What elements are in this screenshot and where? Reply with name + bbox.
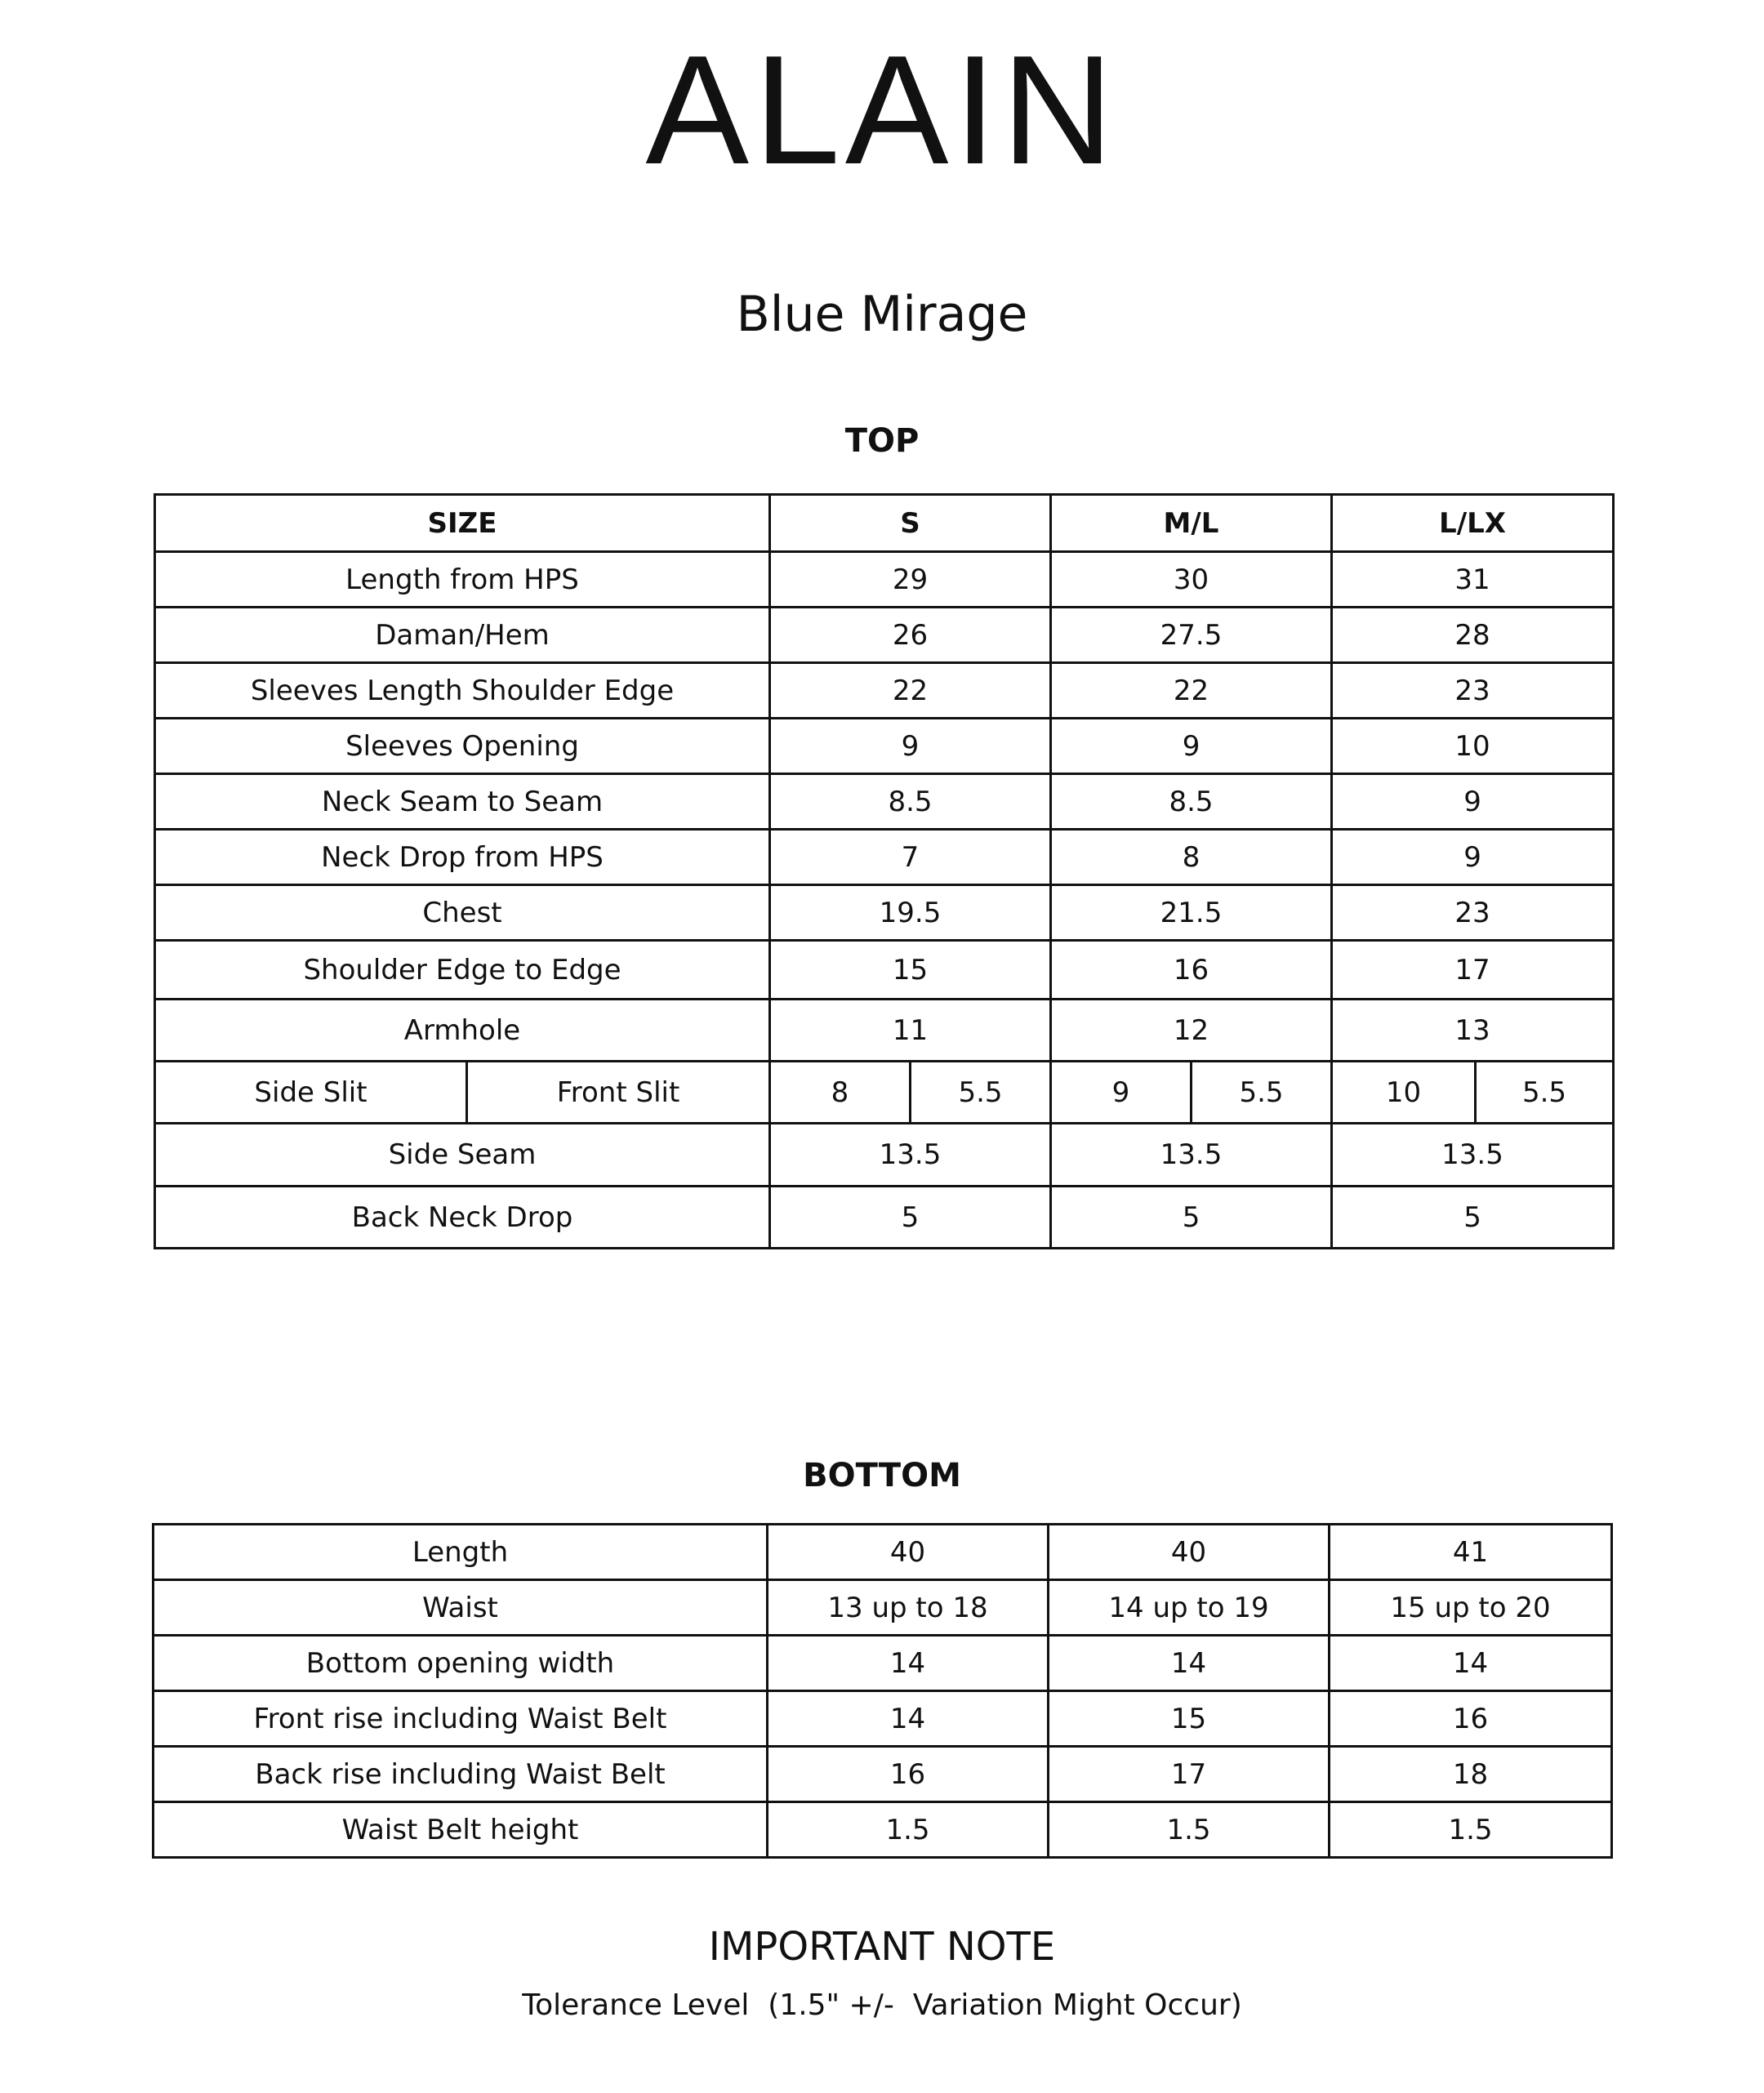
value-cell: 17 [1332,941,1614,1000]
value-cell: 1.5 [1049,1802,1330,1858]
value-cell: 9 [770,719,1051,774]
measurement-label: Waist Belt height [154,1802,768,1858]
measurement-label: Daman/Hem [155,608,770,663]
value-cell: 18 [1330,1747,1612,1802]
value-cell: 21.5 [1051,885,1332,941]
value-cell: 1.5 [1330,1802,1612,1858]
table-row [155,719,1614,774]
front-slit-label: Front Slit [467,1062,770,1124]
bottom-section-title: BOTTOM [803,1457,961,1494]
value-cell: 14 up to 19 [1049,1580,1330,1636]
value-cell: 8.5 [1051,774,1332,830]
value-cell: 23 [1332,885,1614,941]
table-row [154,1747,1612,1802]
measurement-label: Back Neck Drop [155,1187,770,1249]
value-cell: 14 [1330,1636,1612,1691]
measurement-label: Length from HPS [155,552,770,608]
value-cell: 14 [1049,1636,1330,1691]
value-cell: 31 [1332,552,1614,608]
side-slit-label: Side Slit [155,1062,467,1124]
value-cell: 40 [1049,1525,1330,1580]
value-cell: 26 [770,608,1051,663]
value-cell: 12 [1051,1000,1332,1062]
value-cell: 5 [1332,1187,1614,1249]
value-cell: 22 [1051,663,1332,719]
measurement-label: Sleeves Opening [155,719,770,774]
top-header-row [155,495,1614,552]
front-slit-value: 5.5 [1192,1062,1332,1124]
value-cell: 9 [1332,774,1614,830]
table-row [155,1000,1614,1062]
table-row [154,1636,1612,1691]
value-cell: 13.5 [1051,1124,1332,1187]
measurement-label: Neck Seam to Seam [155,774,770,830]
measurement-label: Armhole [155,1000,770,1062]
top-size-table [154,493,1615,1249]
value-cell: 28 [1332,608,1614,663]
table-row [155,663,1614,719]
value-cell: 13 [1332,1000,1614,1062]
product-name: Blue Mirage [736,286,1028,343]
table-row [154,1691,1612,1747]
value-cell: 1.5 [768,1802,1049,1858]
value-cell: 10 [1332,719,1614,774]
side-slit-value: 10 [1332,1062,1476,1124]
value-cell: 17 [1049,1747,1330,1802]
value-cell: 5 [1051,1187,1332,1249]
value-cell: 13.5 [770,1124,1051,1187]
value-cell: 9 [1332,830,1614,885]
size-ml-header: M/L [1051,495,1332,552]
value-cell: 13.5 [1332,1124,1614,1187]
size-header-cell: SIZE [155,495,770,552]
table-row [155,552,1614,608]
value-cell: 8 [1051,830,1332,885]
measurement-label: Shoulder Edge to Edge [155,941,770,1000]
measurement-label: Sleeves Length Shoulder Edge [155,663,770,719]
measurement-label: Neck Drop from HPS [155,830,770,885]
value-cell: 9 [1051,719,1332,774]
measurement-label: Bottom opening width [154,1636,768,1691]
side-slit-value: 9 [1051,1062,1192,1124]
value-cell: 41 [1330,1525,1612,1580]
important-note-title: IMPORTANT NOTE [708,1924,1056,1970]
value-cell: 15 [1049,1691,1330,1747]
measurement-label: Front rise including Waist Belt [154,1691,768,1747]
size-s-header: S [770,495,1051,552]
table-row [155,1187,1614,1249]
table-row [155,608,1614,663]
value-cell: 14 [768,1636,1049,1691]
value-cell: 8.5 [770,774,1051,830]
brand-logo: ALAIN [645,24,1119,197]
measurement-label: Back rise including Waist Belt [154,1747,768,1802]
table-row [155,885,1614,941]
tolerance-note: Tolerance Level (1.5" +/- Variation Might Occur) [522,1988,1242,2022]
table-row [154,1802,1612,1858]
measurement-label: Waist [154,1580,768,1636]
table-row [155,774,1614,830]
value-cell: 30 [1051,552,1332,608]
value-cell: 40 [768,1525,1049,1580]
value-cell: 14 [768,1691,1049,1747]
value-cell: 16 [1051,941,1332,1000]
measurement-label: Chest [155,885,770,941]
value-cell: 11 [770,1000,1051,1062]
value-cell: 16 [1330,1691,1612,1747]
table-row [155,1124,1614,1187]
measurement-label: Side Seam [155,1124,770,1187]
size-llx-header: L/LX [1332,495,1614,552]
table-row [154,1525,1612,1580]
side-slit-value: 8 [770,1062,911,1124]
table-row [154,1580,1612,1636]
value-cell: 15 [770,941,1051,1000]
measurement-label: Length [154,1525,768,1580]
value-cell: 27.5 [1051,608,1332,663]
value-cell: 7 [770,830,1051,885]
slit-row [155,1062,1614,1124]
front-slit-value: 5.5 [911,1062,1051,1124]
table-row [155,830,1614,885]
top-section-title: TOP [844,422,920,460]
value-cell: 22 [770,663,1051,719]
value-cell: 29 [770,552,1051,608]
table-row [155,941,1614,1000]
value-cell: 15 up to 20 [1330,1580,1612,1636]
value-cell: 19.5 [770,885,1051,941]
value-cell: 16 [768,1747,1049,1802]
front-slit-value: 5.5 [1476,1062,1614,1124]
value-cell: 5 [770,1187,1051,1249]
value-cell: 13 up to 18 [768,1580,1049,1636]
value-cell: 23 [1332,663,1614,719]
bottom-size-table [152,1523,1613,1859]
